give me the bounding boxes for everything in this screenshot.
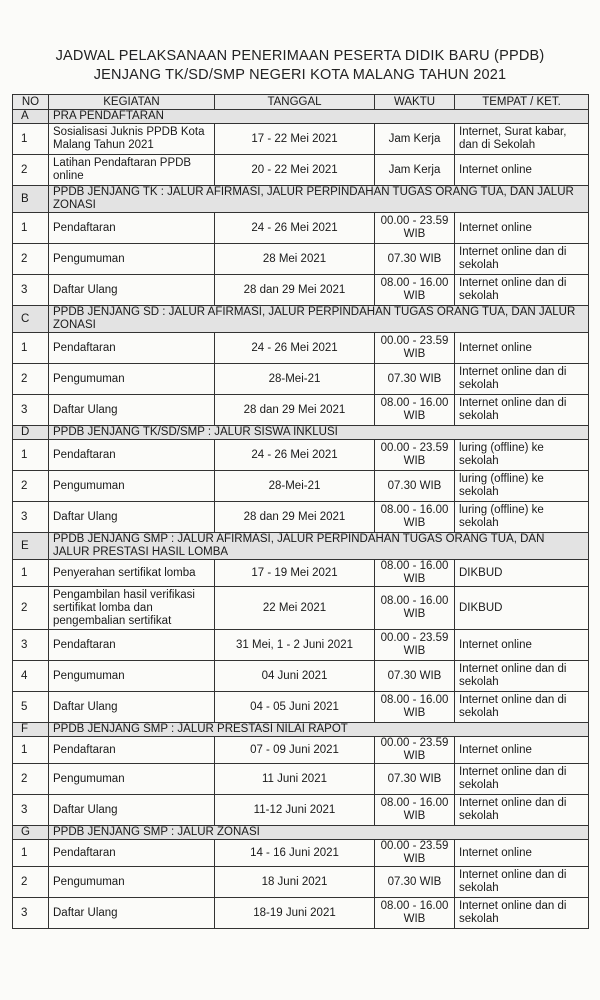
table-row (13, 275, 589, 306)
row-waktu: 00.00 - 23.59 WIB (375, 630, 455, 661)
row-kegiatan: Pengumuman (49, 244, 215, 275)
row-no: 1 (13, 840, 49, 867)
row-tanggal: 17 - 19 Mei 2021 (215, 560, 375, 587)
row-tanggal: 07 - 09 Juni 2021 (215, 737, 375, 764)
row-tempat: Internet online (455, 737, 589, 764)
table-row (13, 364, 589, 395)
row-kegiatan: Pengambilan hasil verifikasi sertifikat lomba dan pengembalian sertifikat (49, 587, 215, 630)
header-kegiatan: KEGIATAN (49, 95, 215, 110)
row-tempat: Internet online dan di sekolah (455, 364, 589, 395)
row-tempat: Internet online dan di sekolah (455, 795, 589, 826)
row-waktu: 07.30 WIB (375, 661, 455, 692)
row-kegiatan: Daftar Ulang (49, 795, 215, 826)
table-row (13, 471, 589, 502)
section-code: E (13, 533, 49, 560)
table-row (13, 737, 589, 764)
row-no: 3 (13, 502, 49, 533)
row-no: 1 (13, 333, 49, 364)
row-waktu: 08.00 - 16.00 WIB (375, 560, 455, 587)
row-tempat: Internet online (455, 213, 589, 244)
row-tempat: luring (offline) ke sekolah (455, 471, 589, 502)
row-no: 2 (13, 471, 49, 502)
row-waktu: Jam Kerja (375, 124, 455, 155)
table-row (13, 867, 589, 898)
row-waktu: Jam Kerja (375, 155, 455, 186)
row-tempat: Internet online dan di sekolah (455, 764, 589, 795)
row-kegiatan: Pengumuman (49, 471, 215, 502)
row-kegiatan: Daftar Ulang (49, 692, 215, 723)
row-no: 1 (13, 737, 49, 764)
table-row (13, 213, 589, 244)
section-title: PRA PENDAFTARAN (49, 110, 589, 124)
row-kegiatan: Pendaftaran (49, 737, 215, 764)
table-row (13, 244, 589, 275)
row-kegiatan: Pendaftaran (49, 440, 215, 471)
section-title: PPDB JENJANG SD : JALUR AFIRMASI, JALUR PERPINDAHAN TUGAS ORANG TUA, DAN JALUR ZONASI (49, 306, 589, 333)
row-tanggal: 18 Juni 2021 (215, 867, 375, 898)
section-title: PPDB JENJANG TK : JALUR AFIRMASI, JALUR PERPINDAHAN TUGAS ORANG TUA, DAN JALUR ZONASI (49, 186, 589, 213)
table-row (13, 795, 589, 826)
row-kegiatan: Pendaftaran (49, 333, 215, 364)
row-waktu: 07.30 WIB (375, 244, 455, 275)
row-tempat: DIKBUD (455, 560, 589, 587)
row-tanggal: 17 - 22 Mei 2021 (215, 124, 375, 155)
row-kegiatan: Daftar Ulang (49, 898, 215, 929)
row-kegiatan: Pengumuman (49, 364, 215, 395)
section-row (13, 533, 589, 560)
table-row (13, 333, 589, 364)
row-waktu: 08.00 - 16.00 WIB (375, 692, 455, 723)
row-tanggal: 14 - 16 Juni 2021 (215, 840, 375, 867)
row-no: 2 (13, 155, 49, 186)
row-waktu: 08.00 - 16.00 WIB (375, 795, 455, 826)
row-no: 2 (13, 587, 49, 630)
row-no: 3 (13, 275, 49, 306)
row-kegiatan: Penyerahan sertifikat lomba (49, 560, 215, 587)
document-subtitle: JENJANG TK/SD/SMP NEGERI KOTA MALANG TAHUN 2021 (93, 67, 507, 83)
row-tanggal: 04 Juni 2021 (215, 661, 375, 692)
row-waktu: 00.00 - 23.59 WIB (375, 333, 455, 364)
table-row (13, 630, 589, 661)
table-row (13, 692, 589, 723)
section-title: PPDB JENJANG SMP : JALUR ZONASI (49, 826, 589, 840)
row-waktu: 07.30 WIB (375, 867, 455, 898)
table-row (13, 840, 589, 867)
section-code: C (13, 306, 49, 333)
table-row (13, 587, 589, 630)
row-tempat: Internet online dan di sekolah (455, 898, 589, 929)
row-tanggal: 28-Mei-21 (215, 364, 375, 395)
row-no: 2 (13, 244, 49, 275)
section-row (13, 426, 589, 440)
row-no: 3 (13, 395, 49, 426)
row-no: 1 (13, 440, 49, 471)
row-kegiatan: Pendaftaran (49, 840, 215, 867)
document-title: JADWAL PELAKSANAAN PENERIMAAN PESERTA DIDIK BARU (PPDB) (55, 48, 545, 64)
section-title: PPDB JENJANG SMP : JALUR PRESTASI NILAI RAPOT (49, 723, 589, 737)
table-row (13, 661, 589, 692)
row-tanggal: 24 - 26 Mei 2021 (215, 440, 375, 471)
row-tanggal: 24 - 26 Mei 2021 (215, 333, 375, 364)
row-tanggal: 28 Mei 2021 (215, 244, 375, 275)
schedule-table (12, 94, 589, 929)
table-row (13, 764, 589, 795)
row-kegiatan: Pendaftaran (49, 630, 215, 661)
row-kegiatan: Daftar Ulang (49, 275, 215, 306)
row-waktu: 07.30 WIB (375, 471, 455, 502)
section-code: F (13, 723, 49, 737)
row-no: 1 (13, 213, 49, 244)
row-waktu: 08.00 - 16.00 WIB (375, 502, 455, 533)
row-tempat: Internet online dan di sekolah (455, 275, 589, 306)
row-no: 1 (13, 560, 49, 587)
table-header-row (13, 95, 589, 110)
row-no: 5 (13, 692, 49, 723)
row-waktu: 07.30 WIB (375, 764, 455, 795)
header-tanggal: TANGGAL (215, 95, 375, 110)
row-waktu: 08.00 - 16.00 WIB (375, 275, 455, 306)
section-row (13, 186, 589, 213)
row-waktu: 07.30 WIB (375, 364, 455, 395)
row-kegiatan: Pengumuman (49, 661, 215, 692)
row-tempat: DIKBUD (455, 587, 589, 630)
section-code: A (13, 110, 49, 124)
row-tanggal: 22 Mei 2021 (215, 587, 375, 630)
row-waktu: 00.00 - 23.59 WIB (375, 440, 455, 471)
header-no: NO (13, 95, 49, 110)
row-no: 3 (13, 795, 49, 826)
row-no: 1 (13, 124, 49, 155)
row-kegiatan: Daftar Ulang (49, 395, 215, 426)
row-tanggal: 11-12 Juni 2021 (215, 795, 375, 826)
table-row (13, 155, 589, 186)
row-tanggal: 20 - 22 Mei 2021 (215, 155, 375, 186)
row-no: 4 (13, 661, 49, 692)
row-tanggal: 31 Mei, 1 - 2 Juni 2021 (215, 630, 375, 661)
row-kegiatan: Daftar Ulang (49, 502, 215, 533)
row-kegiatan: Pendaftaran (49, 213, 215, 244)
row-no: 3 (13, 898, 49, 929)
section-title: PPDB JENJANG TK/SD/SMP : JALUR SISWA INKLUSI (49, 426, 589, 440)
section-title: PPDB JENJANG SMP : JALUR AFIRMASI, JALUR PERPINDAHAN TUGAS ORANG TUA, DAN JALUR PRESTASI HASIL LOMBA (49, 533, 589, 560)
section-row (13, 723, 589, 737)
row-tempat: Internet online dan di sekolah (455, 661, 589, 692)
row-tempat: Internet online dan di sekolah (455, 692, 589, 723)
table-row (13, 124, 589, 155)
row-tanggal: 28-Mei-21 (215, 471, 375, 502)
row-kegiatan: Sosialisasi Juknis PPDB Kota Malang Tahun 2021 (49, 124, 215, 155)
row-tempat: Internet online (455, 155, 589, 186)
section-code: D (13, 426, 49, 440)
row-kegiatan: Pengumuman (49, 764, 215, 795)
row-tempat: luring (offline) ke sekolah (455, 440, 589, 471)
row-tanggal: 04 - 05 Juni 2021 (215, 692, 375, 723)
section-code: G (13, 826, 49, 840)
row-tanggal: 24 - 26 Mei 2021 (215, 213, 375, 244)
row-kegiatan: Latihan Pendaftaran PPDB online (49, 155, 215, 186)
row-tempat: Internet online (455, 630, 589, 661)
row-tempat: Internet, Surat kabar, dan di Sekolah (455, 124, 589, 155)
row-tempat: Internet online dan di sekolah (455, 867, 589, 898)
row-no: 3 (13, 630, 49, 661)
table-row (13, 560, 589, 587)
section-row (13, 826, 589, 840)
row-tanggal: 28 dan 29 Mei 2021 (215, 502, 375, 533)
header-tempat: TEMPAT / KET. (455, 95, 589, 110)
table-row (13, 440, 589, 471)
row-tempat: luring (offline) ke sekolah (455, 502, 589, 533)
row-no: 2 (13, 867, 49, 898)
row-waktu: 00.00 - 23.59 WIB (375, 213, 455, 244)
row-tempat: Internet online (455, 333, 589, 364)
row-tanggal: 11 Juni 2021 (215, 764, 375, 795)
section-code: B (13, 186, 49, 213)
table-row (13, 898, 589, 929)
row-tanggal: 28 dan 29 Mei 2021 (215, 275, 375, 306)
row-waktu: 00.00 - 23.59 WIB (375, 737, 455, 764)
row-tempat: Internet online dan di sekolah (455, 244, 589, 275)
row-waktu: 00.00 - 23.59 WIB (375, 840, 455, 867)
table-row (13, 502, 589, 533)
row-tempat: Internet online (455, 840, 589, 867)
row-kegiatan: Pengumuman (49, 867, 215, 898)
header-waktu: WAKTU (375, 95, 455, 110)
section-row (13, 110, 589, 124)
row-no: 2 (13, 764, 49, 795)
section-row (13, 306, 589, 333)
row-no: 2 (13, 364, 49, 395)
row-tanggal: 28 dan 29 Mei 2021 (215, 395, 375, 426)
table-row (13, 395, 589, 426)
row-waktu: 08.00 - 16.00 WIB (375, 898, 455, 929)
row-tempat: Internet online dan di sekolah (455, 395, 589, 426)
row-waktu: 08.00 - 16.00 WIB (375, 395, 455, 426)
row-tanggal: 18-19 Juni 2021 (215, 898, 375, 929)
row-waktu: 08.00 - 16.00 WIB (375, 587, 455, 630)
